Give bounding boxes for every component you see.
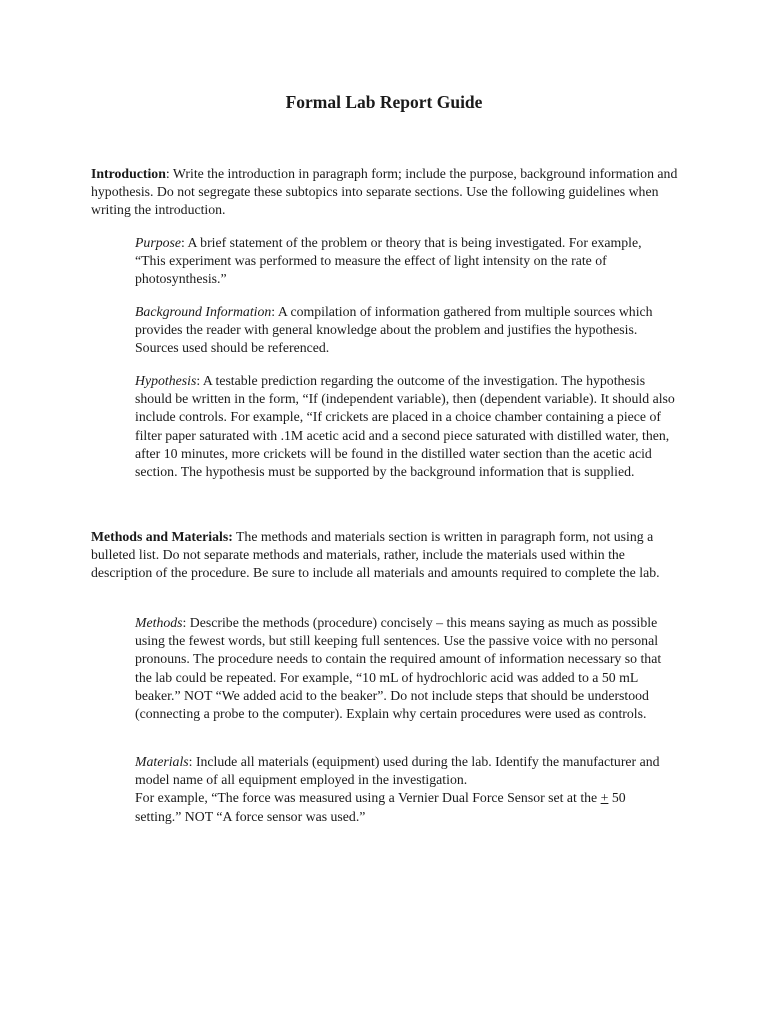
page-title: Formal Lab Report Guide bbox=[285, 92, 483, 112]
introduction-text: : Write the introduction in paragraph form; include the purpose, background information and hypothesis. Do not segregate these subtopics into separate sections. Use the following guidelines when writing the introduction. bbox=[91, 166, 678, 218]
purpose-text: : A brief statement of the problem or theory that is being investigated. For example, “This experiment was performed to measure the effect of light intensity on the rate of photosynthesis.” bbox=[135, 235, 642, 287]
purpose-paragraph bbox=[135, 234, 675, 289]
background-information-term: Background Information bbox=[135, 304, 272, 319]
materials-paragraph bbox=[135, 753, 675, 826]
materials-term: Materials bbox=[135, 754, 189, 769]
methods-paragraph bbox=[135, 614, 675, 723]
methods-and-materials-text: The methods and materials section is written in paragraph form, not using a bulleted list. Do not separate methods and materials, rather, include the materials used within the description of the procedure. Be sure to include all materials and amounts required to complete the lab. bbox=[91, 529, 660, 581]
plus-minus-symbol: + bbox=[600, 790, 609, 806]
methods-and-materials-heading: Methods and Materials: bbox=[91, 529, 233, 544]
introduction-paragraph bbox=[91, 165, 681, 220]
background-information-paragraph bbox=[135, 303, 675, 358]
methods-term: Methods bbox=[135, 615, 183, 630]
introduction-heading: Introduction bbox=[91, 166, 166, 181]
purpose-term: Purpose bbox=[135, 235, 181, 250]
background-information-text: : A compilation of information gathered from multiple sources which provides the reader with general knowledge about the problem and justifies the hypothesis. Sources used should be referenced. bbox=[135, 304, 653, 356]
materials-text: : Include all materials (equipment) used during the lab. Identify the manufacturer and model name of all equipment employed in the investigation. bbox=[135, 754, 660, 788]
methods-text: : Describe the methods (procedure) concisely – this means saying as much as possible using the fewest words, but still keeping full sentences. Use the passive voice with no personal pronouns. The procedure needs to contain the required amount of information necessary so that the lab could be repeated. For example, “10 mL of hydrochloric acid was added to a 50 mL beaker.” NOT “We added acid to the beaker”. Do not include steps that should be understood (connecting a probe to the computer). Explain why certain procedures were used as controls. bbox=[135, 615, 662, 722]
materials-example-text: For example, “The force was measured using a Vernier Dual Force Sensor set at the bbox=[135, 790, 601, 806]
hypothesis-paragraph bbox=[135, 372, 675, 481]
materials-example-end-text: 50 setting.” NOT “A force sensor was used.” bbox=[135, 790, 626, 824]
hypothesis-term: Hypothesis bbox=[135, 373, 197, 388]
methods-and-materials-paragraph bbox=[91, 528, 681, 583]
hypothesis-text: : A testable prediction regarding the outcome of the investigation. The hypothesis should be written in the form, “If (independent variable), then (dependent variable). It should also include controls. For example, “If crickets are placed in a choice chamber containing a piece of filter paper saturated with .1M acetic acid and a second piece saturated with distilled water, then, after 10 minutes, more crickets will be found in the distilled water section than the acetic acid section. The hypothesis must be supported by the background information that is supplied. bbox=[135, 373, 675, 480]
